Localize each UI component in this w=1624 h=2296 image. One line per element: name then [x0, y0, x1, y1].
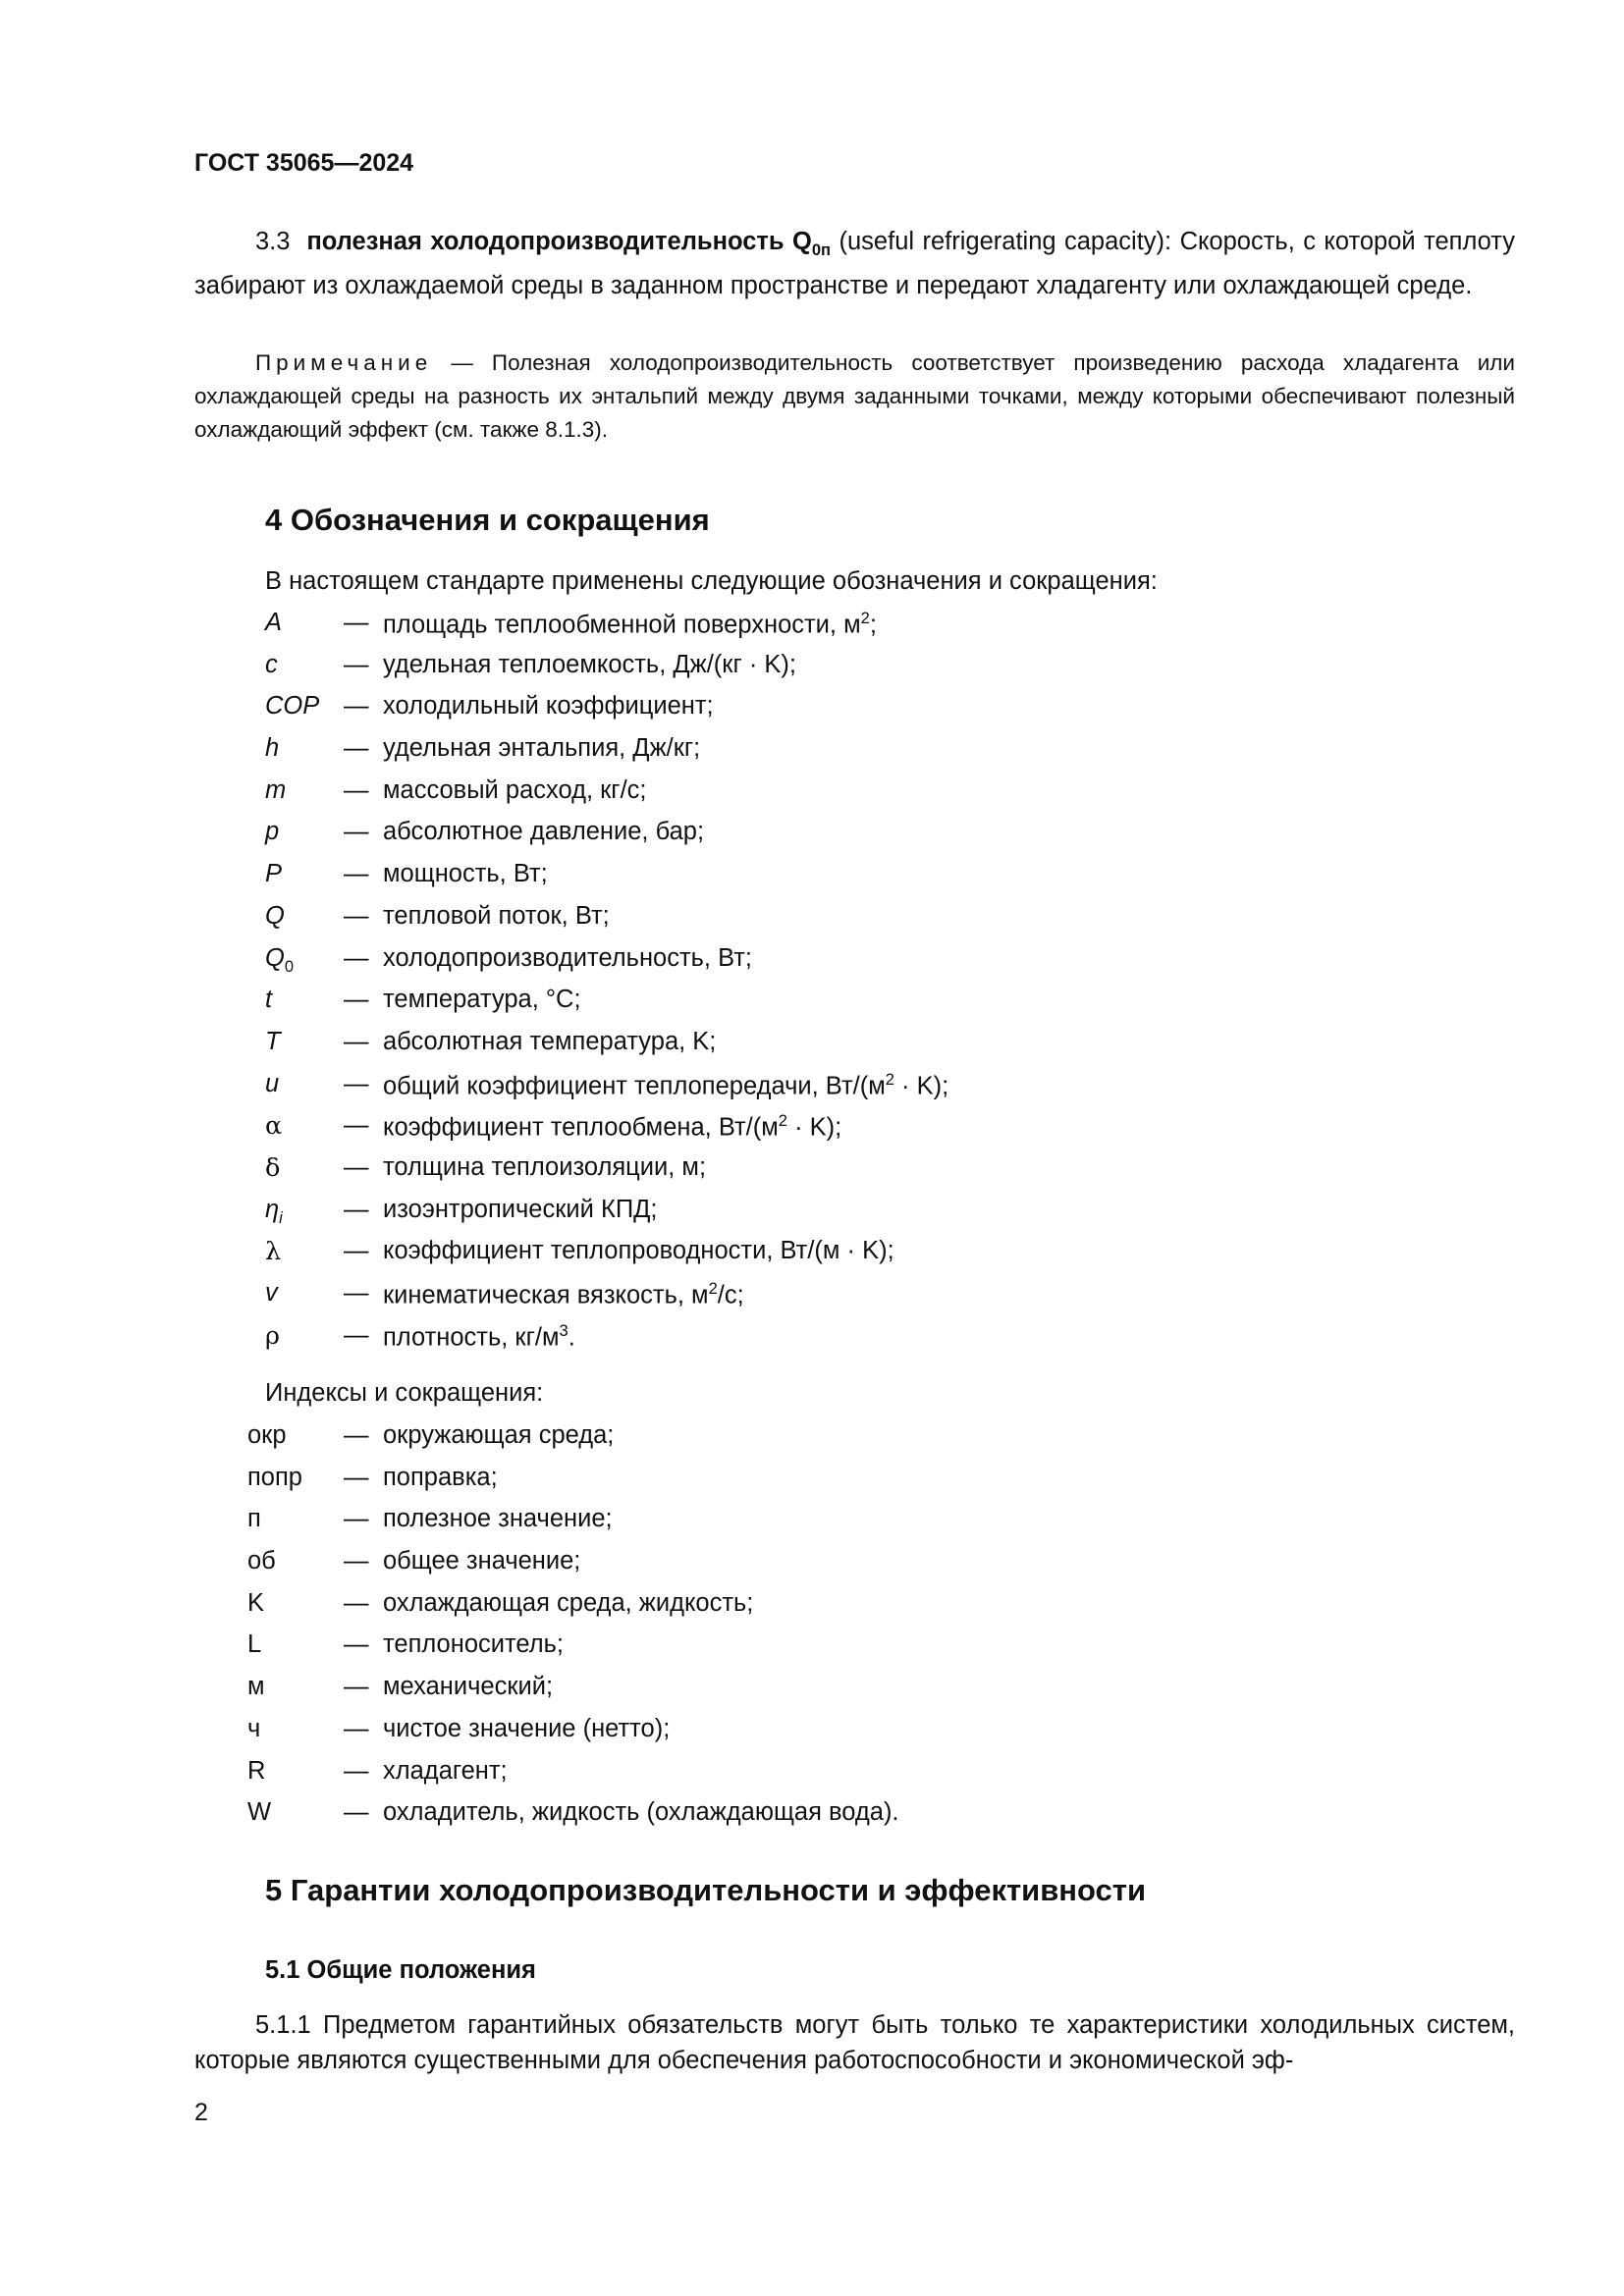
symbol-description: мощность, Вт; — [383, 860, 548, 888]
index-description: общее значение; — [383, 1547, 581, 1575]
symbol: A — [265, 609, 283, 636]
symbol-description: коэффициент теплообмена, $Вт/(м^2 \cdot K)$; — [383, 1111, 842, 1142]
symbol: T — [265, 1027, 281, 1055]
symbol-description: коэффициент теплопроводности, Вт/(м · K); — [383, 1237, 894, 1265]
symbol-description: плотность, $кг/м^3$. — [383, 1320, 575, 1352]
index-symbol: попр — [247, 1463, 302, 1491]
symbol: Q — [265, 901, 285, 930]
symbol-description: изоэнтропический КПД; — [383, 1195, 658, 1223]
symbol-description: общий коэффициент теплопередачи, $Вт/(м^2 \cdot K)$; — [383, 1069, 949, 1100]
section-5-title: 5 Гарантии холодопроизводительности и эффективности — [265, 1873, 1147, 1907]
index-description: окружающая среда; — [383, 1421, 615, 1449]
symbol: λ — [265, 1237, 282, 1267]
note-text: — Полезная холодопроизводительность соответствует произведению расхода хладагента или охлаждающей среды на разность их энтальпий между двумя заданными точками, между которыми обеспечивают полезный охлаждающий эффект (см. также 8.1.3). — [194, 350, 1515, 442]
index-symbol: п — [247, 1505, 261, 1533]
symbol-description: толщина теплоизоляции, м; — [383, 1152, 707, 1181]
index-symbol: L — [247, 1630, 262, 1659]
page-number: 2 — [194, 2099, 208, 2126]
index-symbol: K — [247, 1588, 265, 1617]
clause-english: (useful refrigerating capacity): — [831, 228, 1180, 255]
clause-number: 3.3 — [255, 228, 291, 255]
index-description: охлаждающая среда, жидкость; — [383, 1588, 754, 1617]
index-symbol: W — [247, 1798, 272, 1827]
symbol: α — [265, 1111, 283, 1142]
symbol: m — [265, 775, 287, 804]
symbol: $\eta_i$ — [265, 1195, 283, 1227]
clause-definition: Скорость, с которой теплоту забирают из охлаждаемой среды в заданном пространстве и передают хладагенту или охлаждающей среде. — [194, 228, 1515, 300]
symbol-description: температура, °C; — [383, 986, 581, 1014]
index-description: механический; — [383, 1673, 554, 1701]
symbol: v — [265, 1279, 278, 1307]
index-symbol: об — [247, 1547, 276, 1575]
symbol: COP — [265, 692, 320, 721]
symbol: c — [265, 650, 278, 678]
index-symbol: ч — [247, 1714, 261, 1742]
symbol: h — [265, 734, 280, 763]
note — [194, 347, 1515, 447]
index-description: хладагент; — [383, 1756, 508, 1785]
symbol-description: абсолютное давление, бар; — [383, 818, 705, 846]
index-description: полезное значение; — [383, 1505, 613, 1533]
clause-term-sub: 0п — [811, 240, 832, 260]
symbol-description: тепловой поток, Вт; — [383, 901, 610, 930]
symbol: t — [265, 986, 273, 1014]
index-description: чистое значение (нетто); — [383, 1714, 671, 1742]
clause-3-3 — [194, 224, 1515, 303]
clause-5-1-1-text: 5.1.1 Предметом гарантийных обязательств могут быть только те характеристики холодильных систем, которые являются существенными для обеспечения работоспособности и экономической эф- — [194, 2011, 1515, 2074]
symbol: ρ — [265, 1320, 280, 1351]
symbol: P — [265, 860, 283, 888]
section-5-1-title: 5.1 Общие положения — [265, 1956, 536, 1984]
symbol-description: холодильный коэффициент; — [383, 692, 714, 721]
symbol: $Q_0$ — [265, 943, 295, 976]
symbol: δ — [265, 1152, 281, 1183]
document-header: ГОСТ 35065—2024 — [194, 149, 414, 177]
clause-term: полезная холодопроизводительность Q — [306, 228, 812, 255]
symbol-description: абсолютная температура, K; — [383, 1027, 717, 1055]
index-description: охладитель, жидкость (охлаждающая вода). — [383, 1798, 899, 1827]
symbol-description: кинематическая вязкость, $м^2/с$; — [383, 1279, 744, 1309]
index-description: теплоноситель; — [383, 1630, 564, 1659]
symbol-description: холодопроизводительность, Вт; — [383, 943, 753, 972]
indices-title: Индексы и сокращения: — [265, 1379, 544, 1407]
symbol-description: удельная энтальпия, Дж/кг; — [383, 734, 701, 763]
note-label: Примечание — [255, 350, 433, 375]
symbol: p — [265, 818, 280, 846]
symbol-description: массовый расход, кг/с; — [383, 775, 647, 804]
index-symbol: окр — [247, 1421, 287, 1449]
index-symbol: R — [247, 1756, 266, 1785]
section-4-intro: В настоящем стандарте применены следующие обозначения и сокращения: — [265, 567, 1158, 595]
symbol-description: удельная теплоемкость, Дж/(кг · K); — [383, 650, 796, 678]
section-4-title: 4 Обозначения и сокращения — [265, 503, 710, 537]
symbol: u — [265, 1069, 280, 1097]
symbol-description: площадь теплообменной поверхности, $м^2$; — [383, 609, 877, 639]
clause-5-1-1 — [194, 2007, 1515, 2078]
index-description: поправка; — [383, 1463, 498, 1491]
index-symbol: м — [247, 1673, 265, 1701]
